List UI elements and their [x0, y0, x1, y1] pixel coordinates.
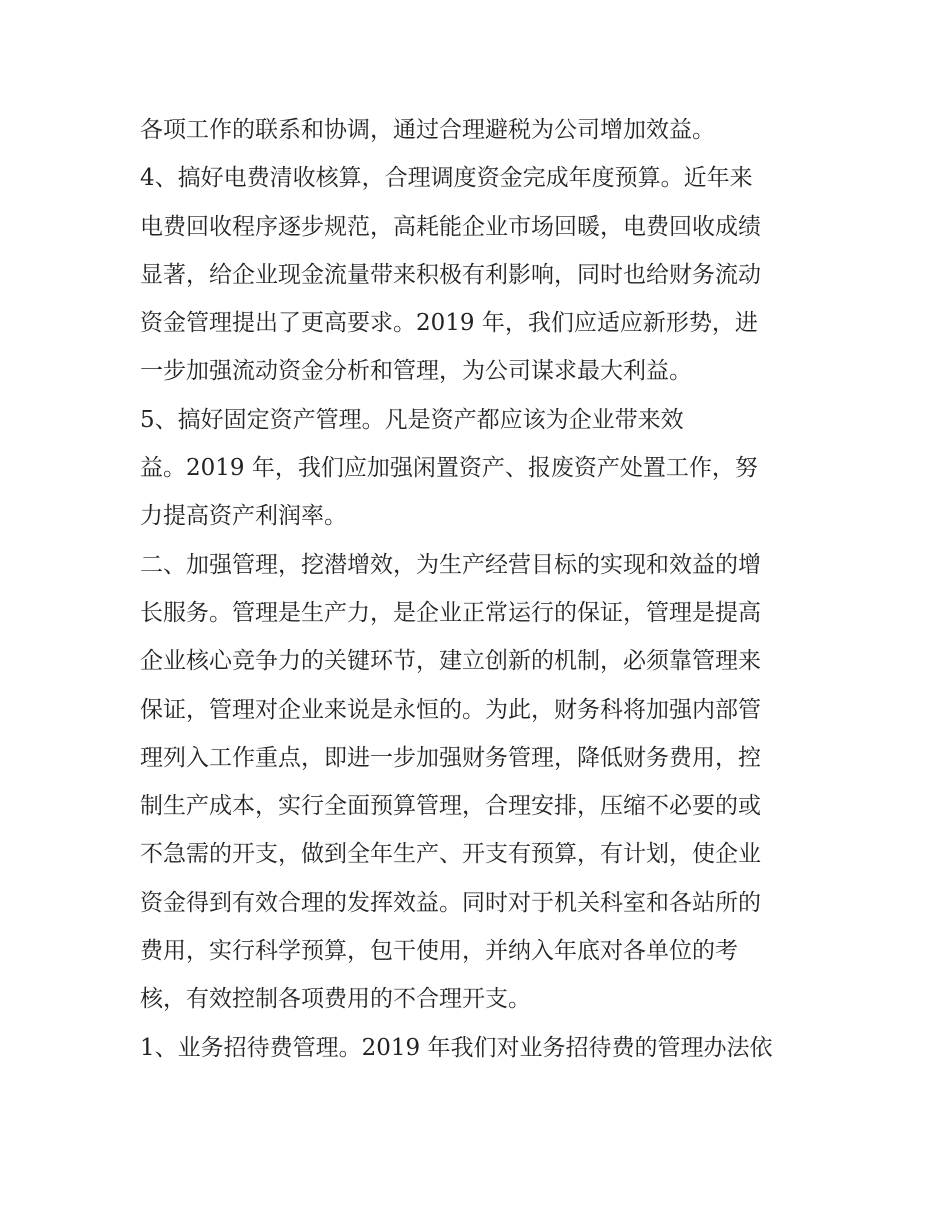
- text-line: 资金管理提出了更高要求。2019 年，我们应适应新形势，进: [140, 310, 758, 337]
- text-line: 企业核心竞争力的关键环节，建立创新的机制，必须靠管理来: [140, 648, 761, 675]
- text-line: 不急需的开支，做到全年生产、开支有预算，有计划，使企业: [140, 841, 761, 868]
- text-line: 4、搞好电费清收核算，合理调度资金完成年度预算。近年来: [140, 165, 753, 192]
- text-line: 长服务。管理是生产力，是企业正常运行的保证，管理是提高: [140, 599, 761, 626]
- document-body: [140, 106, 820, 1072]
- text-line: 力提高资产利润率。: [140, 503, 347, 530]
- text-line: 理列入工作重点，即进一步加强财务管理，降低财务费用，控: [140, 744, 761, 771]
- text-line: 资金得到有效合理的发挥效益。同时对于机关科室和各站所的: [140, 889, 761, 916]
- text-line: 1、业务招待费管理。2019 年我们对业务招待费的管理办法依: [140, 1034, 773, 1061]
- text-line: 5、搞好固定资产管理。凡是资产都应该为企业带来效: [140, 406, 684, 433]
- text-line: 核，有效控制各项费用的不合理开支。: [140, 986, 531, 1013]
- text-line: 益。2019 年，我们应加强闲置资产、报废资产处置工作，努: [140, 455, 758, 482]
- text-line: 各项工作的联系和协调，通过合理避税为公司增加效益。: [140, 117, 715, 143]
- text-line: 显著，给企业现金流量带来积极有利影响，同时也给财务流动: [140, 261, 761, 288]
- text-line: 保证，管理对企业来说是永恒的。为此，财务科将加强内部管: [140, 696, 761, 723]
- text-line: 费用，实行科学预算，包干使用，并纳入年底对各单位的考: [140, 938, 738, 965]
- text-line: 二、加强管理，挖潜增效，为生产经营目标的实现和效益的增: [140, 551, 761, 578]
- text-line: 一步加强流动资金分析和管理，为公司谋求最大利益。: [140, 358, 692, 385]
- text-line: 制生产成本，实行全面预算管理，合理安排，压缩不必要的或: [140, 793, 761, 820]
- text-line: 电费回收程序逐步规范，高耗能企业市场回暖，电费回收成绩: [140, 213, 761, 240]
